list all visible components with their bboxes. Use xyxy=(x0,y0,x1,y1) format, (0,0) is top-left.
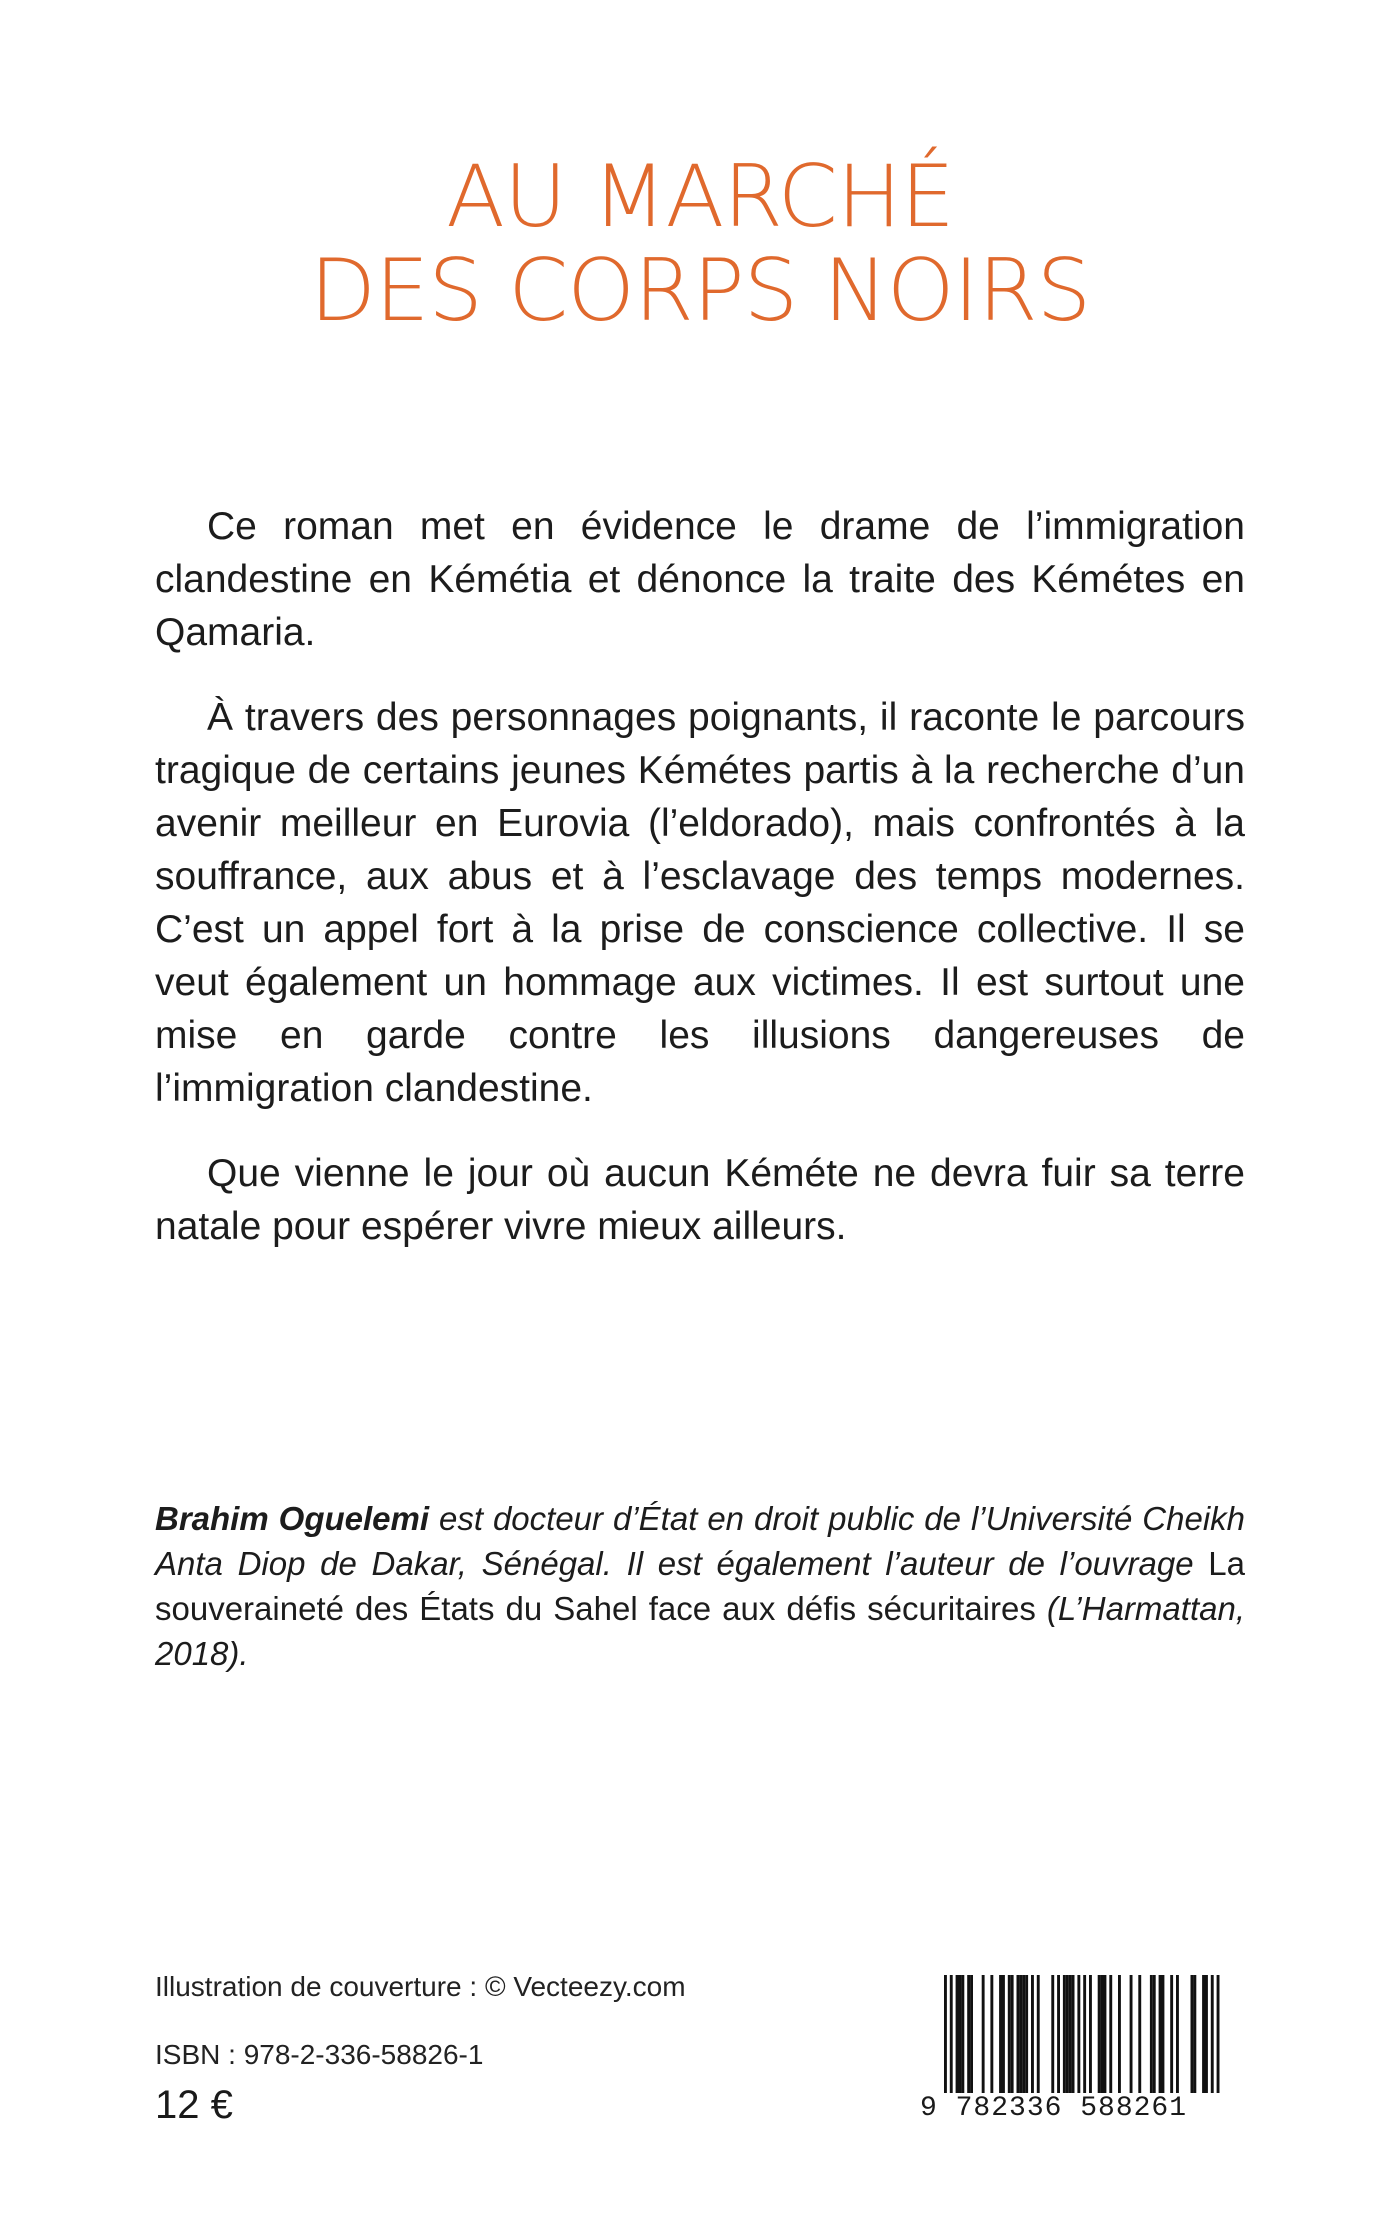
title-line-1: AU MARCHÉ xyxy=(446,147,954,247)
book-title xyxy=(0,147,1400,341)
barcode-bar xyxy=(982,1975,985,2095)
summary-paragraph-3: Que vienne le jour où aucun Kéméte ne devra fuir sa terre natale pour espérer vivre mieux ailleurs. xyxy=(155,1152,1245,1248)
barcode-bar xyxy=(1022,1975,1025,2095)
barcode-bar xyxy=(1150,1975,1153,2095)
barcode-bar xyxy=(1063,1975,1066,2095)
barcode-bar xyxy=(967,1975,970,2095)
barcode-bar xyxy=(1202,1975,1205,2095)
barcode-bar xyxy=(1057,1975,1060,2095)
barcode-bar xyxy=(1104,1975,1107,2095)
barcode xyxy=(920,1975,1238,2125)
barcode-bar xyxy=(1118,1975,1121,2095)
illustration-credit: Illustration de couverture : © Vecteezy.com xyxy=(155,1971,686,2002)
author-bio xyxy=(155,1496,1245,1676)
barcode-bar xyxy=(1017,1975,1020,2095)
barcode-bar xyxy=(1153,1975,1156,2095)
barcode-bar xyxy=(1205,1975,1208,2095)
barcode-bar xyxy=(1101,1975,1104,2095)
bio-text-1: est docteur d’État en droit public de l’Université Cheikh Anta Diop de Dakar, Sénégal. Il est également l’auteur de l’ouvrage xyxy=(155,1500,1246,1582)
barcode-bar xyxy=(1025,1975,1028,2095)
bio-text-2: (L’Harmattan, 2018). xyxy=(155,1590,1245,1672)
summary-text xyxy=(155,500,1245,1285)
barcode-bar xyxy=(1011,1975,1014,2095)
barcode-bar xyxy=(1191,1975,1194,2095)
author-bio-paragraph xyxy=(155,1496,1245,1676)
barcode-bar xyxy=(1002,1975,1005,2095)
barcode-bar xyxy=(990,1975,993,2095)
barcode-bar xyxy=(1019,1975,1022,2095)
barcode-bar xyxy=(1176,1975,1179,2095)
barcode-bar xyxy=(1066,1975,1069,2095)
barcode-bar xyxy=(1031,1975,1034,2095)
barcode-bar xyxy=(1089,1975,1092,2095)
author-name: Brahim Oguelemi xyxy=(155,1500,430,1537)
isbn: ISBN : 978-2-336-58826-1 xyxy=(155,2039,484,2070)
barcode-bar xyxy=(1138,1975,1141,2095)
barcode-digits: 9 782336 588261 xyxy=(920,2093,1238,2125)
barcode-bar xyxy=(1072,1975,1075,2095)
barcode-bar xyxy=(999,1975,1002,2095)
barcode-bar xyxy=(1109,1975,1112,2095)
barcode-bar xyxy=(1008,1975,1011,2095)
barcode-bar xyxy=(1159,1975,1162,2095)
barcode-bar xyxy=(1162,1975,1165,2095)
barcode-bar xyxy=(1069,1975,1072,2095)
barcode-bar xyxy=(1098,1975,1101,2095)
barcode-bar xyxy=(959,1975,962,2095)
title-line-2: DES CORPS NOIRS xyxy=(309,241,1091,341)
barcode-bar xyxy=(956,1975,959,2095)
previous-book-title: La souveraineté des États du Sahel face aux défis sécuritaires xyxy=(155,1545,1245,1627)
price: 12 € xyxy=(155,2083,233,2127)
summary-paragraph-1: Ce roman met en évidence le drame de l’immigration clandestine en Kémétia et dénonce la traite des Kémétes en Qamaria. xyxy=(155,505,1245,654)
barcode-bar xyxy=(1037,1975,1040,2095)
summary-paragraph-2: À travers des personnages poignants, il raconte le parcours tragique de certains jeunes Kémétes partis à la recherche d’un avenir meilleur en Eurovia (l’eldorado), mais confrontés à la souffrance, aux abus et à l’esclavage des temps modernes. C’est un appel fort à la prise de conscience collective. Il se veut également un hommage aux victimes. Il est surtout une mise en garde contre les illusions dangereuses de l’immigration clandestine. xyxy=(155,696,1245,1110)
barcode-bar xyxy=(1193,1975,1196,2095)
barcode-bar xyxy=(1051,1975,1054,2095)
barcode-bar xyxy=(1170,1975,1173,2095)
barcode-bar xyxy=(1130,1975,1133,2095)
barcode-bar xyxy=(970,1975,973,2095)
barcode-bar xyxy=(961,1975,964,2095)
